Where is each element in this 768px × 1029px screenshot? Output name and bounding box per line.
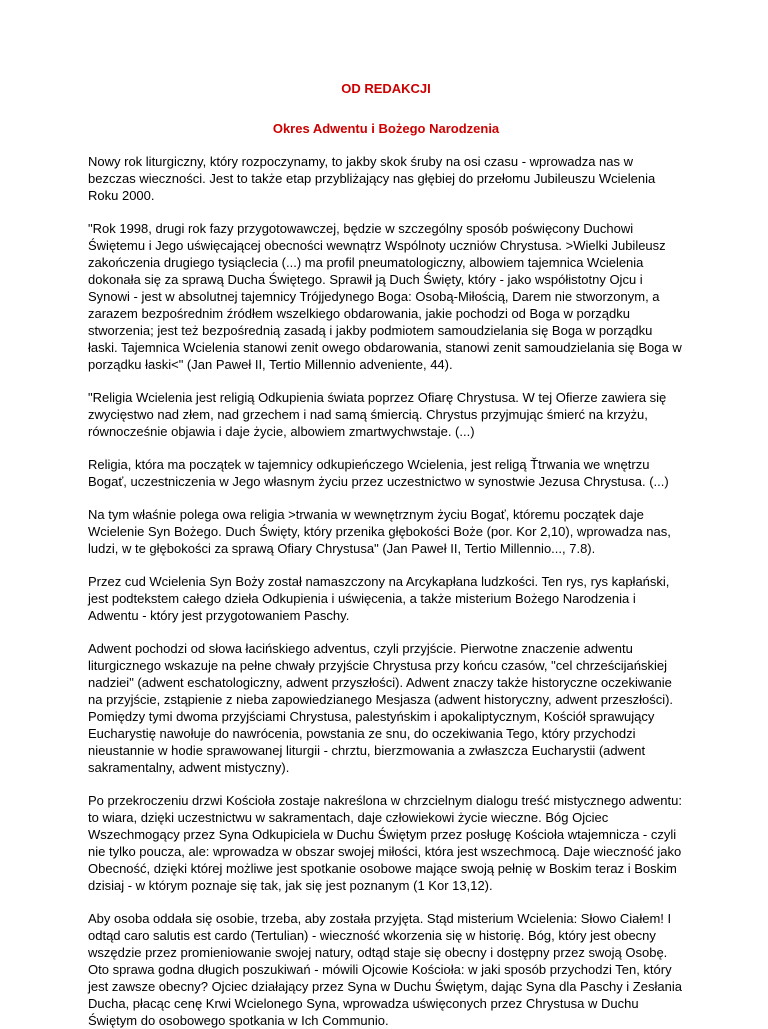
paragraph-9: Aby osoba oddała się osobie, trzeba, aby została przyjęta. Stąd misterium Wcielenia: Słowo Ciałem! I odtąd caro salutis est cardo (Tertulian) - wieczność wkorzenia się w historię. Bóg, który jest obecny wszędzie przez promieniowanie swojej natury, odtąd staje się obecny i dostępny przez swoją Osobę. Oto sprawa godna długich poszukiwań - mówili Ojcowie Kościoła: w jaki sposób przychodzi Ten, który jest zawsze obecny? Ojciec działający przez Syna w Duchu Świętym, dając Syna dla Paschy i Zesłania Ducha, płacąc cenę Krwi Wcielonego Syna, wprowadza uświęconych przez Chrystusa w Duchu Świętym do osobowego spotkania w Ich Communio. (88, 911, 682, 1028)
article-body (88, 153, 684, 1029)
page-subtitle: Okres Adwentu i Bożego Narodzenia (272, 121, 500, 136)
paragraph-4: Religia, która ma początek w tajemnicy odkupieńczego Wcielenia, jest religą Ťtrwania we wnętrzu Bogať, uczestniczenia w Jego własnym życiu przez uczestnictwo w synostwie Jezusa Chrystusa. (...) (88, 457, 669, 489)
paragraph-7: Adwent pochodzi od słowa łacińskiego adventus, czyli przyjście. Pierwotne znaczenie adwentu liturgicznego wskazuje na pełne chwały przyjście Chrystusa przy końcu czasów, "cel chrześcijańskiej nadziei" (adwent eschatologiczny, adwent przyszłości). Adwent znaczy także historyczne oczekiwanie na przyjście, zstąpienie z nieba zapowiedzianego Mesjasza (adwent historyczny, adwent przeszłości). Pomiędzy tymi dwoma przyjściami Chrystusa, palestyńskim i apokaliptycznym, Kościół sprawujący Eucharystię nawołuje do nawrócenia, powstania ze snu, do oczekiwania Tego, który przychodzi nieustannie w hodie sprawowanej liturgii - chrztu, bierzmowania a zwłaszcza Eucharystii (adwent sakramentalny, adwent mistyczny). (88, 641, 674, 775)
paragraph-2: "Rok 1998, drugi rok fazy przygotowawczej, będzie w szczególny sposób poświęcony Duchowi Świętemu i Jego uświęcającej obecności wewnątrz Wspólnoty uczniów Chrystusa. >Wielki Jubileusz zakończenia drugiego tysiąclecia (...) ma profil pneumatologiczny, albowiem tajemnica Wcielenia dokonała się za sprawą Ducha Świętego. Sprawił ją Duch Święty, który - jako współistotny Ojcu i Synowi - jest w absolutnej tajemnicy Trójjedynego Boga: Osobą-Miłością, Darem nie stworzonym, a zarazem bezpośrednim źródłem wszelkiego obdarowania, jakie pochodzi od Boga w porządku stworzenia; jest też bezpośrednią zasadą i jakby podmiotem samoudzielania się Boga w porządku łaski. Tajemnica Wcielenia stanowi zenit owego obdarowania, stanowi zenit samoudzielania się Boga w porządku łaski<" (Jan Paweł II, Tertio Millennio adveniente, 44). (88, 221, 682, 372)
paragraph-6: Przez cud Wcielenia Syn Boży został namaszczony na Arcykapłana ludzkości. Ten rys, rys kapłański, jest podtekstem całego dzieła Odkupienia i uświęcenia, a także misterium Bożego Narodzenia i Adwentu - który jest przygotowaniem Paschy. (88, 574, 670, 623)
paragraph-5: Na tym właśnie polega owa religia >trwania w wewnętrznym życiu Bogať, któremu początek daje Wcielenie Syn Bożego. Duch Święty, który przenika głębokości Boże (por. Kor 2,10), wprowadza nas, ludzi, w te głębokości za sprawą Ofiary Chrystusa" (Jan Paweł II, Tertio Millennio..., 7.8). (88, 507, 671, 556)
paragraph-8: Po przekroczeniu drzwi Kościoła zostaje nakreślona w chrzcielnym dialogu treść mistycznego adwentu: to wiara, dzięki uczestnictwu w sakramentach, daje człowiekowi życie wieczne. Bóg Ojciec Wszechmogący przez Syna Odkupiciela w Duchu Świętym przez posługę Kościoła wtajemnicza - czyli nie tylko poucza, ale: wprowadza w obszar swojej miłości, która jest wszechmocą. Daje wieczność jako Obecność, dzięki której możliwe jest spotkanie osobowe mające swoją pełnię w Boskim teraz i Boskim dzisiaj - w którym poznaje się tak, jak się jest poznanym (1 Kor 13,12). (88, 793, 682, 893)
paragraph-3: "Religia Wcielenia jest religią Odkupienia świata poprzez Ofiarę Chrystusa. W tej Ofierze zawiera się zwycięstwo nad złem, nad grzechem i nad samą śmiercią. Chrystus przyjmując śmierć na krzyżu, równocześnie objawia i daje życie, albowiem zmartwychwstaje. (...) (88, 390, 667, 439)
document-page (88, 0, 684, 1029)
page-title: OD REDAKCJI (341, 81, 431, 96)
paragraph-1: Nowy rok liturgiczny, który rozpoczynamy, to jakby skok śruby na osi czasu - wprowadza nas w bezczas wieczności. Jest to także etap przybliżający nas głębiej do przełomu Jubileuszu Wcielenia Roku 2000. (88, 154, 656, 203)
